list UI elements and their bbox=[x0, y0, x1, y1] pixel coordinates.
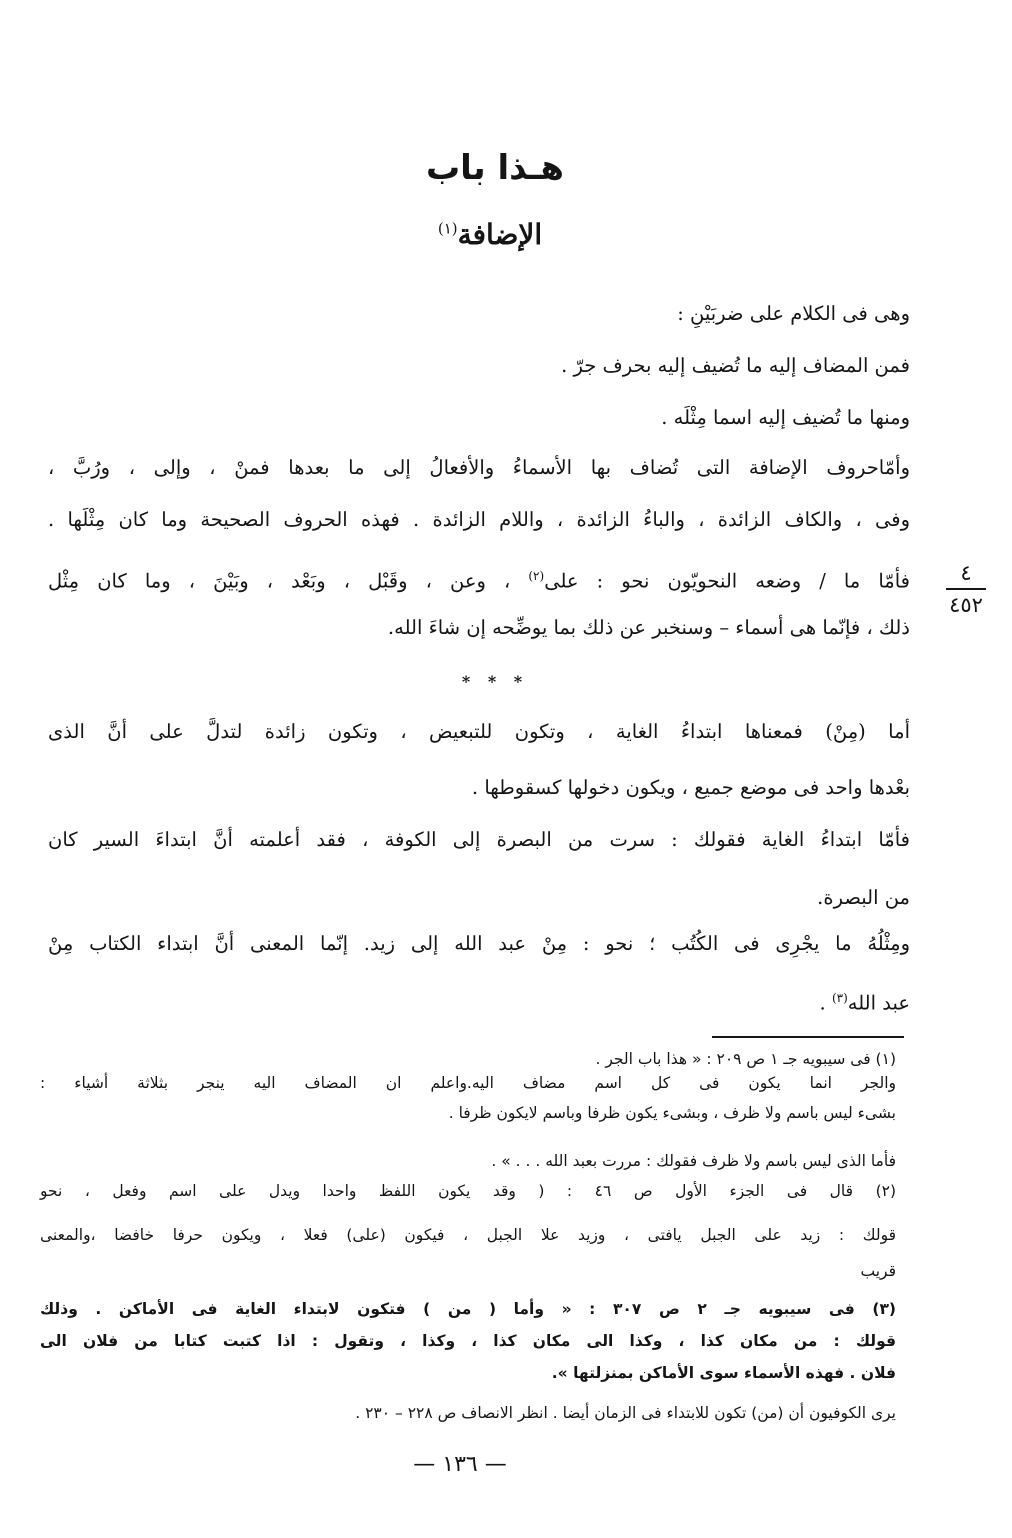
body-line-3: ومنها ما تُضيف إليه اسما مِثْلَه . bbox=[661, 406, 910, 429]
margin-page-reference bbox=[942, 560, 990, 618]
footnote-marker-3: (٣) bbox=[831, 991, 848, 1005]
body-line-13-end: . bbox=[819, 991, 826, 1015]
body-line-9: بعْدها واحد فى موضع جميع ، ويكون دخولها كسقوطها . bbox=[471, 776, 910, 799]
footnote-1-line-4: فأما الذى ليس باسم ولا ظرف فقولك : مررت بعبد الله . . . » . bbox=[491, 1152, 896, 1170]
body-line-5: وفى ، والكاف الزائدة ، والباءُ الزائدة ، واللام الزائدة . فهذه الحروف الصحيحة وما كان مِثْلَها . bbox=[48, 508, 910, 531]
body-line-2: فمن المضاف إليه ما تُضيف إليه بحرف جرّ . bbox=[561, 354, 910, 377]
page-number: — ١٣٦ — bbox=[413, 1452, 507, 1477]
footnote-2-line-1: (٢) قال فى الجزء الأول ص ٤٦ : ( وقد يكون اللفظ واحدا ويدل على اسم وفعل ، نحو bbox=[40, 1182, 897, 1200]
footnote-1-line-2: والجر انما يكون فى كل اسم مضاف اليه.واعلم ان المضاف اليه ينجر بثلاثة أشياء : bbox=[40, 1074, 896, 1092]
body-line-1: وهى فى الكلام على ضربَيْنِ : bbox=[677, 302, 910, 325]
subtitle-footnote-marker: (١) bbox=[437, 219, 458, 238]
footnote-3-line-2: قولك : من مكان كذا ، وكذا الى مكان كذا ، وكذا ، وتقول : اذا كتبت كتابا من فلان الى bbox=[40, 1332, 896, 1350]
chapter-title: هـذا باب bbox=[425, 148, 565, 188]
section-separator: * * * bbox=[461, 672, 529, 691]
footnote-3-line-4: يرى الكوفيون أن (من) تكون للابتداء فى الزمان أيضا . انظر الانصاف ص ٢٢٨ – ٢٣٠ . bbox=[355, 1404, 896, 1422]
footnote-3-line-1: (٣) فى سيبويه جـ ٢ ص ٣٠٧ : « وأما ( من ) فتكون لابتداء الغاية فى الأماكن . وذلك bbox=[40, 1300, 896, 1318]
footnote-1-line-3: بشىء ليس باسم ولا ظرف ، وبشىء يكون ظرفا وباسم لايكون ظرفا . bbox=[448, 1104, 896, 1122]
body-line-7: ذلك ، فإنّما هى أسماء – وسنخبر عن ذلك بما يوضِّحه إن شاءَ الله. bbox=[387, 616, 910, 639]
footnote-1-line-1: (١) فى سيبويه جـ ١ ص ٢٠٩ : « هذا باب الجر . bbox=[595, 1050, 896, 1068]
footnote-marker-2: (٢) bbox=[528, 569, 545, 583]
body-line-8: أما (مِنْ) فمعناها ابتداءُ الغاية ، وتكون للتبعيض ، وتكون زائدة لتدلَّ على أنَّ الذى bbox=[48, 720, 910, 743]
margin-ref-bottom: ٤٥٢ bbox=[949, 593, 983, 617]
footnote-separator bbox=[712, 1036, 904, 1038]
body-line-12: ومِثْلُهُ ما يجْرِى فى الكُتُب ؛ نحو : مِنْ عبد الله إلى زيد. إنّما المعنى أنَّ ابتداء الكتاب مِنْ bbox=[48, 932, 910, 955]
margin-ref-top: ٤ bbox=[960, 561, 972, 585]
chapter-subtitle bbox=[0, 218, 980, 251]
body-line-11: من البصرة. bbox=[817, 886, 910, 909]
footnote-2-line-3: قريب bbox=[860, 1262, 896, 1280]
body-line-10: فأمّا ابتداءُ الغاية فقولك : سرت من البصرة إلى الكوفة ، فقد أعلمته أنَّ ابتداءَ السير كان bbox=[48, 828, 910, 851]
body-line-4: وأمّاحروف الإضافة التى تُضاف بها الأسماءُ والأفعالُ إلى ما بعدها فمنْ ، وإلى ، ورُبَّ ، bbox=[48, 456, 910, 479]
body-line-13 bbox=[48, 984, 910, 1018]
footnote-2-line-2: قولك : زيد على الجبل يافتى ، وزيد علا الجبل ، فيكون (على) فعلا ، ويكون حرفا خافضا ،والمعنى bbox=[40, 1226, 896, 1244]
body-line-6-rest: ، وعن ، وقَبْل ، وبَعْد ، وبَيْنَ ، وما كان مِثْل bbox=[48, 569, 511, 593]
margin-ref-divider bbox=[946, 588, 986, 590]
footnote-3-line-3: فلان . فهذه الأسماء سوى الأماكن بمنزلتها ». bbox=[551, 1364, 896, 1382]
body-line-13-text: عبد الله bbox=[847, 991, 910, 1015]
body-line-6-start: فأمّا ما / وضعه النحويّون نحو : على bbox=[544, 569, 910, 593]
body-line-6 bbox=[48, 562, 910, 596]
subtitle-text: الإضافة bbox=[457, 218, 543, 251]
